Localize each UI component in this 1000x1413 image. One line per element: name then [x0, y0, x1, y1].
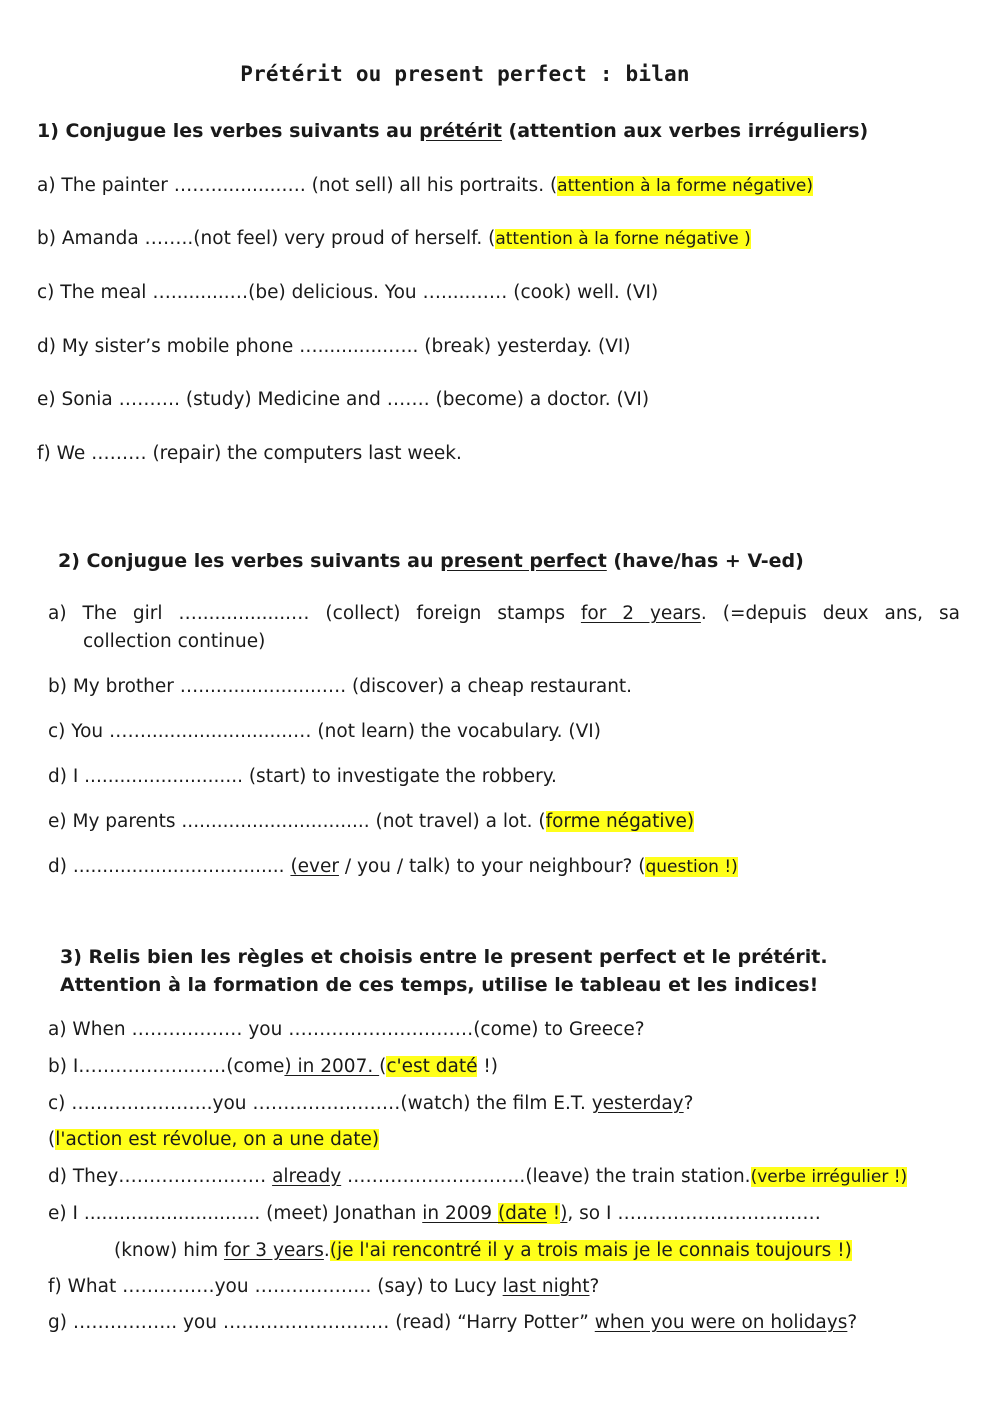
hint-highlight: question !)	[645, 857, 738, 877]
exercise-3c: c) …………………..you ……………………(watch) the film E.T. yesterday?	[48, 1093, 694, 1114]
exercise-3b: b) I……………………(come) in 2007. (c'est daté !)	[48, 1056, 498, 1077]
exercise-3c-hint: (l'action est révolue, on a une date)	[48, 1129, 380, 1150]
exercise-1b: b) Amanda ……..(not feel) very proud of herself. (attention à la forne négative )	[37, 228, 751, 249]
exercise-2f: d) .................................... (ever / you / talk) to your neighbour? (question !)	[48, 856, 738, 877]
hint-highlight: attention à la forme négative)	[557, 176, 813, 196]
exercise-3f: f) What ……………you ………………. (say) to Lucy last night?	[48, 1276, 600, 1297]
exercise-3e: e) I .............................. (meet) Jonathan in 2009 (date !), so I ……………………………	[48, 1203, 821, 1224]
hint-highlight: (verbe irrégulier !)	[750, 1167, 908, 1187]
section1-heading: 1) Conjugue les verbes suivants au prétérit (attention aux verbes irréguliers)	[37, 120, 869, 142]
exercise-3e-continued: (know) him for 3 years.(je l'ai rencontré il y a trois mais je le connais toujours !)	[114, 1240, 852, 1261]
exercise-2d: d) I ........................... (start) to investigate the robbery.	[48, 766, 557, 787]
exercise-3a: a) When ……………… you …………………………(come) to Greece?	[48, 1019, 645, 1040]
hint-highlight: c'est daté	[386, 1056, 478, 1077]
exercise-2b: b) My brother ….....................…. (discover) a cheap restaurant.	[48, 676, 633, 697]
exercise-2a-continued: collection continue)	[83, 631, 266, 652]
section3-heading-line1: 3) Relis bien les règles et choisis entre le present perfect et le prétérit.	[60, 946, 828, 968]
hint-highlight: attention à la forne négative )	[495, 229, 751, 249]
exercise-1c: c) The meal …..........…(be) delicious. You ….....…… (cook) well. (VI)	[37, 282, 659, 303]
exercise-1e: e) Sonia ………. (study) Medicine and ……. (become) a doctor. (VI)	[37, 389, 650, 410]
section2-heading: 2) Conjugue les verbes suivants au present perfect (have/has + V-ed)	[58, 550, 804, 572]
exercise-3g: g) …………….. you ……………………… (read) “Harry Potter” when you were on holidays?	[48, 1312, 858, 1333]
page-title: Prétérit ou present perfect : bilan	[240, 62, 690, 86]
exercise-1f: f) We ……… (repair) the computers last week.	[37, 443, 462, 464]
exercise-1a: a) The painter ……............…. (not sell) all his portraits. (attention à la forme négative)	[37, 175, 813, 196]
hint-highlight: l'action est révolue, on a une date)	[55, 1129, 380, 1150]
exercise-2e: e) My parents ................................ (not travel) a lot. (forme négative)	[48, 811, 695, 832]
exercise-3d: d) They…………………… already ………………………..(leave) the train station.(verbe irrégulier !)	[48, 1166, 908, 1187]
hint-highlight: forme négative)	[545, 811, 695, 832]
exercise-1d: d) My sister’s mobile phone …............….. (break) yesterday. (VI)	[37, 336, 631, 357]
section3-heading-line2: Attention à la formation de ces temps, utilise le tableau et les indices!	[60, 974, 819, 996]
exercise-2c: c) You …….........................… (not learn) the vocabulary. (VI)	[48, 721, 601, 742]
hint-highlight: (date	[497, 1203, 547, 1224]
exercise-2a: a) The girl …................… (collect) foreign stamps for 2 years. (=depuis deux ans, sa	[48, 603, 960, 624]
hint-highlight: (je l'ai rencontré il y a trois mais je le connais toujours !)	[329, 1240, 852, 1261]
